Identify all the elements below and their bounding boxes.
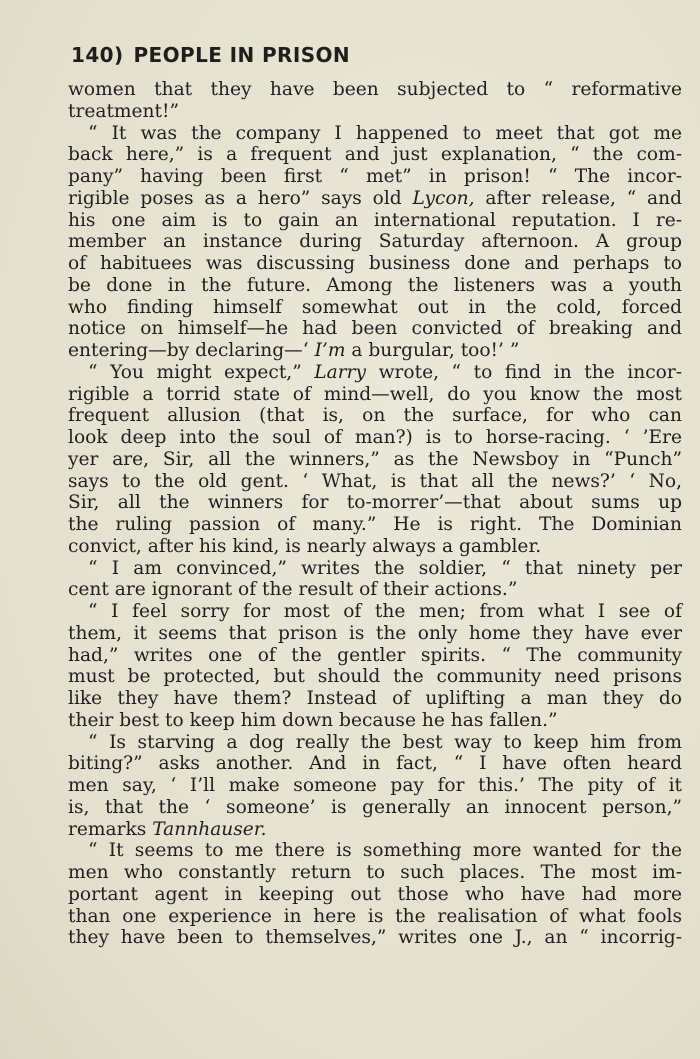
text-line: their best to keep him down because he has fallen.” (68, 709, 558, 731)
running-head (71, 43, 350, 67)
text-line: biting?” asks another. And in fact, “ I have often heard (68, 753, 682, 775)
text-line: Sir, all the winners for to-morrer’—that about sums up (68, 492, 682, 514)
text-line: convict, after his kind, is nearly always a gambler. (68, 535, 542, 557)
text-line: be done in the future. Among the listeners was a youth (68, 274, 682, 296)
text-line: rigible a torrid state of mind—well, do you know the most (68, 383, 682, 405)
text-line: like they have them? Instead of uplifting a man they do (68, 688, 682, 709)
text-line: who finding himself somewhat out in the cold, forced (68, 296, 682, 318)
page-number: 140) (71, 43, 124, 67)
text-line: “ I feel sorry for most of the men; from what I see of (88, 601, 682, 622)
text-line: portant agent in keeping out those who have had more (68, 883, 682, 905)
text-line: frequent allusion (that is, on the surface, for who can (68, 405, 682, 427)
text-line: pany” having been first “ met” in prison! “ The incor- (68, 166, 682, 187)
text-line: men who constantly return to such places. The most im- (68, 862, 682, 883)
text-line: they have been to themselves,” writes one J., an “ incorrig- (68, 927, 682, 949)
text-line: had,” writes one of the gentler spirits. “ The community (68, 644, 682, 666)
text-line: notice on himself—he had been convicted of breaking and (68, 318, 682, 340)
chapter-title: PEOPLE IN PRISON (133, 43, 351, 67)
text-line: “ You might expect,” Larry wrote, “ to find in the incor- (88, 361, 682, 383)
text-line: “ It seems to me there is something more wanted for the (88, 840, 682, 862)
text-line: member an instance during Saturday afternoon. A group (68, 231, 682, 253)
text-line: them, it seems that prison is the only home they have ever (68, 622, 682, 644)
text-line: of habituees was discussing business done and perhaps to (68, 253, 682, 274)
text-line: men say, ‘ I’ll make someone pay for this.’ The pity of it (68, 775, 682, 796)
text-line: treatment!” (68, 100, 179, 122)
text-line: “ I am convinced,” writes the soldier, “ that ninety per (88, 557, 682, 579)
text-line: look deep into the soul of man?) is to horse-racing. ‘ ’Ere (68, 427, 682, 448)
text-line: than one experience in here is the realisation of what fools (68, 905, 682, 927)
text-line: women that they have been subjected to “ reformative (68, 79, 682, 100)
text-line: cent are ignorant of the result of their actions.” (68, 579, 518, 601)
text-line: rigible poses as a hero” says old Lycon, after release, “ and (68, 187, 683, 209)
text-line: is, that the ‘ someone’ is generally an innocent person,” (68, 796, 682, 818)
body-text (68, 79, 682, 949)
text-line: remarks Tannhauser. (68, 818, 267, 840)
text-line: “ Is starving a dog really the best way to keep him from (88, 731, 682, 753)
text-line: his one aim is to gain an international reputation. I re- (68, 209, 682, 231)
text-line: the ruling passion of many.” He is right. The Dominian (68, 514, 682, 535)
text-line: must be protected, but should the community need prisons (68, 666, 682, 688)
text-line: says to the old gent. ‘ What, is that all the news?’ ‘ No, (68, 470, 682, 492)
text-line: entering—by declaring—‘ I’m a burgular, too!’ ” (68, 340, 520, 361)
text-line: “ It was the company I happened to meet that got me (88, 122, 682, 144)
text-line: back here,” is a frequent and just explanation, “ the com- (68, 144, 682, 166)
text-line: yer are, Sir, all the winners,” as the Newsboy in “Punch” (68, 448, 682, 470)
